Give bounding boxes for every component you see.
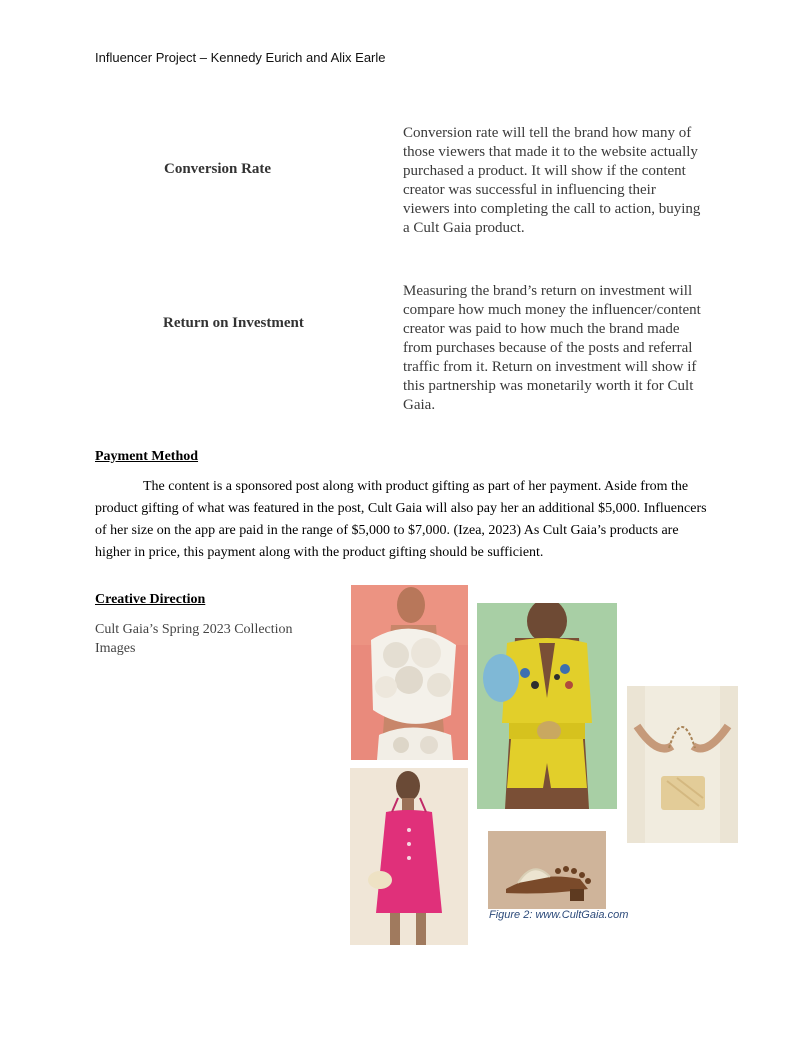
metric-description-return-on-investment: Measuring the brand’s return on investment will compare how much money the influencer/content creator was paid to how much the brand made from purchases because of the posts and referral traffic from it. Return on investment will show if this partnership was monetarily worth it for Cult Gaia.	[403, 283, 701, 413]
sandal-photo	[488, 831, 606, 909]
metric-label-return-on-investment: Return on Investment	[163, 315, 304, 331]
metric-description-conversion-rate: Conversion rate will tell the brand how many of those viewers that made it to the website actually purchased a product. It will show if the content creator was successful in influencing their viewers into completing the call to action, buying a Cult Gaia product.	[403, 125, 701, 236]
cream-bag-photo	[627, 686, 738, 843]
yellow-set-photo	[477, 603, 617, 809]
figure-caption: Figure 2: www.CultGaia.com	[489, 909, 629, 921]
pink-dress-photo	[350, 768, 468, 945]
crochet-top-photo	[351, 585, 468, 760]
creative-direction-heading: Creative Direction	[95, 592, 206, 607]
metric-label-conversion-rate: Conversion Rate	[164, 161, 272, 177]
payment-method-paragraph: The content is a sponsored post along with product gifting as part of her payment. Aside from the product gifting of what was featured in the post, Cult Gaia will also pay her an additional $5,000. Influencers of her size on the app are paid in the range of $5,000 to $7,000. (Izea, 2023) As Cult Gaia’s products are higher in price, this payment along with the product gifting should be sufficient.	[95, 479, 707, 560]
payment-method-heading: Payment Method	[95, 449, 199, 464]
collection-caption: Cult Gaia’s Spring 2023 Collection Images	[95, 622, 293, 656]
page-header: Influencer Project – Kennedy Eurich and Alix Earle	[95, 50, 386, 65]
